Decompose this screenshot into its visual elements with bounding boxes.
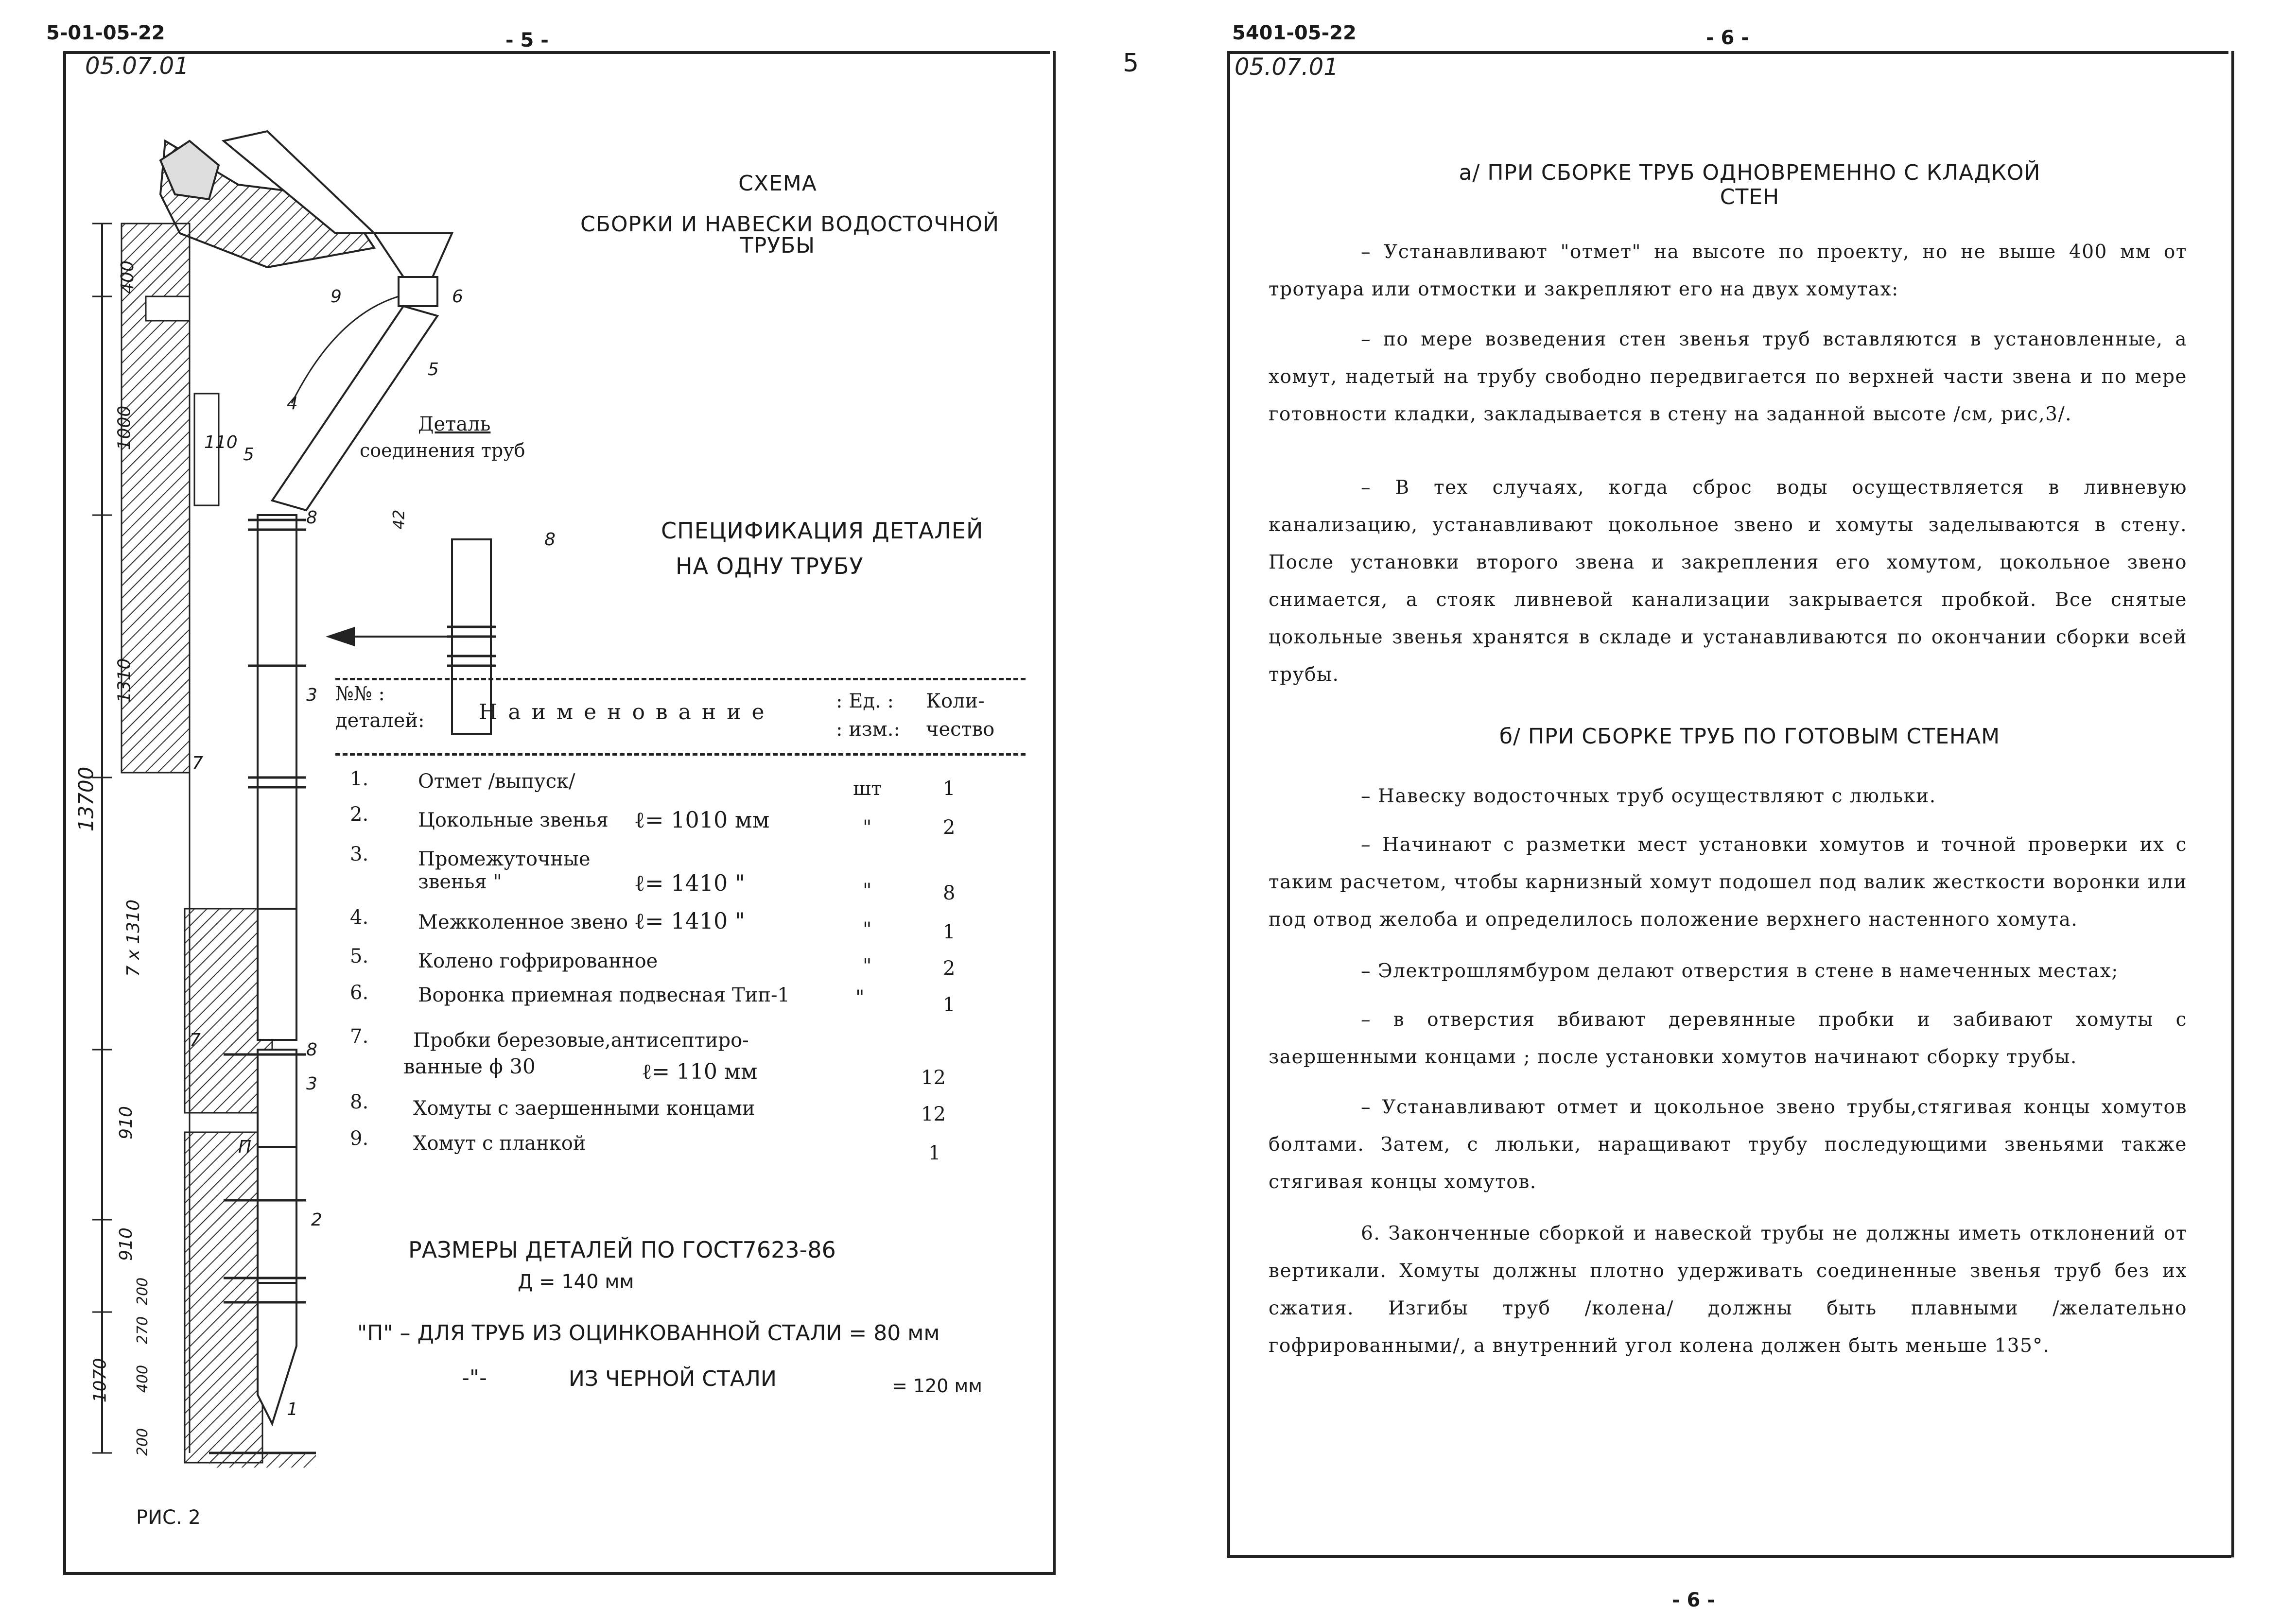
dim-1000: 1000 [114, 405, 135, 450]
row-unit: " [863, 816, 872, 839]
row-name-cont: ванные ϕ 30 [403, 1054, 536, 1078]
callout-6: 6 [452, 287, 463, 307]
row-qty: 1 [943, 921, 956, 943]
row-name: Колено гофрированное [418, 950, 658, 972]
row-qty: 1 [943, 777, 956, 800]
row-qty: 2 [943, 816, 956, 839]
black-steel-prefix: -"- [462, 1365, 487, 1390]
sizes-title: РАЗМЕРЫ ДЕТАЛЕЙ ПО ГОСТ7623-86 [408, 1237, 836, 1263]
scheme-title-1: СХЕМА [738, 171, 817, 196]
dim-910-a: 910 [116, 1106, 136, 1140]
section-b-para-4: – в отверстия вбивают деревянные пробки и забивают хомуты с заершенными концами ; после установки хомутов начинают сборку трубы. [1269, 1009, 2187, 1068]
table-top-rule [335, 678, 1026, 680]
section-a-para-1: – Устанавливают "отмет" на высоте по проекту, но не выше 400 мм от тротуара или отмостки и закрепляют его на двух хомутах: [1269, 241, 2187, 300]
figure-caption: РИС. 2 [136, 1506, 201, 1529]
row-spec: ℓ= 1410 " [634, 870, 746, 896]
row-num: 8. [350, 1091, 369, 1113]
row-unit: " [863, 880, 872, 902]
row-name: Промежуточные [418, 848, 591, 870]
right-frame-bottom [1227, 1555, 2231, 1558]
section-b-para-2: – Начинают с разметки мест установки хомутов и точной проверки их с таким расчетом, чтобы карнизный хомут подошел под валик жесткости воронки или под отвод желоба и определилось положение верхнего настенного хомута. [1269, 834, 2187, 931]
row-num: 6. [350, 982, 369, 1004]
galvanized-line: "П" – ДЛЯ ТРУБ ИЗ ОЦИНКОВАННОЙ СТАЛИ = 80 мм [357, 1321, 940, 1346]
th-num: №№ : [335, 683, 385, 705]
center-page-mark: 5 [1123, 49, 1139, 78]
black-steel-line: ИЗ ЧЕРНОЙ СТАЛИ [569, 1366, 777, 1391]
spec-title-1: СПЕЦИФИКАЦИЯ ДЕТАЛЕЙ [661, 518, 984, 544]
section-b-para-5: – Устанавливают отмет и цокольное звено трубы,стягивая концы хомутов болтами. Затем, с люльки, наращивают трубу последующими звеньями также стягивая концы хомутов. [1269, 1096, 2187, 1193]
dim-200: 200 [134, 1277, 152, 1306]
row-num: 4. [350, 906, 369, 929]
callout-1: 1 [287, 1399, 298, 1419]
row-name: Хомут с планкой [413, 1132, 586, 1155]
callout-8a: 8 [306, 508, 317, 528]
th-name: Н а и м е н о в а н и е [479, 700, 766, 725]
section-a-title-2: СТЕН [1720, 185, 1780, 209]
left-page-number: - 5 - [505, 29, 549, 52]
spec-title-2: НА ОДНУ ТРУБУ [676, 553, 864, 579]
section-a-title-1: а/ ПРИ СБОРКЕ ТРУБ ОДНОВРЕМЕННО С КЛАДКОЙ [1459, 160, 2041, 185]
detail-label: Деталь [418, 413, 491, 435]
funnel-shape [374, 233, 452, 277]
callout-5a: 5 [243, 445, 254, 465]
callout-4: 4 [287, 394, 298, 414]
row-name: Отмет /выпуск/ [418, 770, 575, 793]
row-num: 1. [350, 768, 369, 790]
left-stamp: 05.07.01 [85, 52, 189, 80]
row-spec: ℓ= 1410 " [634, 908, 746, 934]
section-b-para-3: – Электрошлямбуром делают отверстия в стене в намеченных местах; [1361, 960, 2119, 982]
dim-13700: 13700 [74, 766, 98, 832]
row-qty: 12 [921, 1067, 946, 1089]
row-unit: " [863, 918, 872, 941]
row-unit: " [855, 986, 865, 1009]
th-unit2: : изм.: [836, 718, 900, 741]
scheme-title-2: СБОРКИ И НАВЕСКИ ВОДОСТОЧНОЙ [580, 212, 999, 237]
row-num: 3. [350, 843, 369, 865]
row-name: Пробки березовые,антисептиро- [413, 1029, 749, 1052]
dim-270: 270 [134, 1316, 152, 1345]
row-qty: 2 [943, 957, 956, 980]
section-b-title: б/ ПРИ СБОРКЕ ТРУБ ПО ГОТОВЫМ СТЕНАМ [1499, 724, 2001, 749]
right-stamp: 05.07.01 [1235, 53, 1339, 81]
section-a-para-3: – В тех случаях, когда сброс воды осуществляется в ливневую канализацию, устанавливают цокольное звено и хомуты заделываются в стену. После установки второго звена и закрепления его хомутом, цокольное звено снимается, а стояк ливневой канализации закрывается пробкой. Все снятые цокольные звенья хранятся в складе и устанавливаются по окончании сборки всей трубы. [1269, 477, 2187, 686]
th-qty2: чество [926, 718, 995, 741]
detail-sublabel: соединения труб [360, 440, 525, 461]
dim-110: 110 [204, 432, 238, 452]
th-num2: деталей: [335, 709, 425, 732]
right-footer-page-number: - 6 - [1672, 1589, 1715, 1611]
dim-1310: 1310 [114, 658, 135, 703]
left-doc-code: 5-01-05-22 [46, 22, 165, 44]
section-b-para-6: 6. Законченные сборкой и навеской трубы не должны иметь отклонений от вертикали. Хомуты должны плотно удерживать соединенные звенья труб без их сжатия. Изгибы труб /колена/ должны быть плавными /желательно гофрированными/, а внутренний угол колена должен быть меньше 135°. [1269, 1223, 2187, 1357]
row-qty: 8 [943, 882, 956, 904]
black-steel-value: = 120 мм [892, 1375, 982, 1397]
dim-42: 42 [389, 509, 408, 530]
dim-400: 400 [117, 260, 138, 294]
row-name: Воронка приемная подвесная Тип-1 [418, 984, 790, 1006]
row-unit: " [863, 955, 872, 977]
dim-1070: 1070 [90, 1358, 110, 1403]
section-a-para-2: – по мере возведения стен звенья труб вставляются в установленные, а хомут, надетый на трубу свободно передвигается по верхней части звена и по мере готовности кладки, закладывается в стену на заданной высоте /см, рис,3/. [1269, 328, 2187, 425]
callout-9: 9 [331, 287, 342, 307]
callout-7: 7 [192, 753, 203, 773]
callout-5b: 5 [428, 360, 439, 380]
row-num: 9. [350, 1127, 369, 1150]
row-qty: 1 [928, 1142, 941, 1164]
callout-8c: 8 [306, 1040, 317, 1060]
row-qty: 1 [943, 994, 956, 1016]
row-spec: ℓ= 1010 мм [634, 807, 770, 833]
row-num: 7. [350, 1025, 369, 1048]
vertical-pipe-upper [258, 515, 296, 952]
section-b-para-1: – Навеску водосточных труб осуществляют с люльки. [1361, 785, 1936, 807]
callout-3b: 3 [306, 1074, 317, 1094]
dim-P: П [238, 1137, 252, 1157]
row-num: 5. [350, 945, 369, 967]
row-name: Хомуты с заершенными концами [413, 1097, 755, 1120]
callout-8b: 8 [544, 530, 556, 550]
callout-2: 2 [311, 1210, 322, 1230]
callout-3: 3 [306, 685, 317, 705]
row-num: 2. [350, 803, 369, 826]
dim-7x1310: 7 x 1310 [123, 899, 143, 977]
diameter-line: Д = 140 мм [518, 1271, 634, 1293]
scheme-title-3: ТРУБЫ [740, 233, 816, 258]
row-unit: шт [853, 777, 882, 800]
row-spec: ℓ= 110 мм [642, 1059, 758, 1084]
dim-910-b: 910 [116, 1227, 136, 1261]
downpipe-scheme-drawing [63, 112, 549, 1570]
right-doc-code: 5401-05-22 [1232, 22, 1357, 44]
row-name: Цокольные звенья [418, 809, 609, 831]
table-header-rule [335, 753, 1026, 756]
dim-200-b: 200 [134, 1428, 152, 1456]
callout-7b: 7 [190, 1030, 201, 1050]
row-name: Межколенное звено [418, 911, 628, 933]
row-name-cont: звенья " [418, 871, 502, 893]
right-page-number: - 6 - [1706, 27, 1749, 49]
row-qty: 12 [921, 1103, 946, 1125]
th-qty: Коли- [926, 690, 985, 712]
dim-400-b: 400 [134, 1365, 152, 1393]
th-unit: : Ед. : [836, 690, 894, 712]
